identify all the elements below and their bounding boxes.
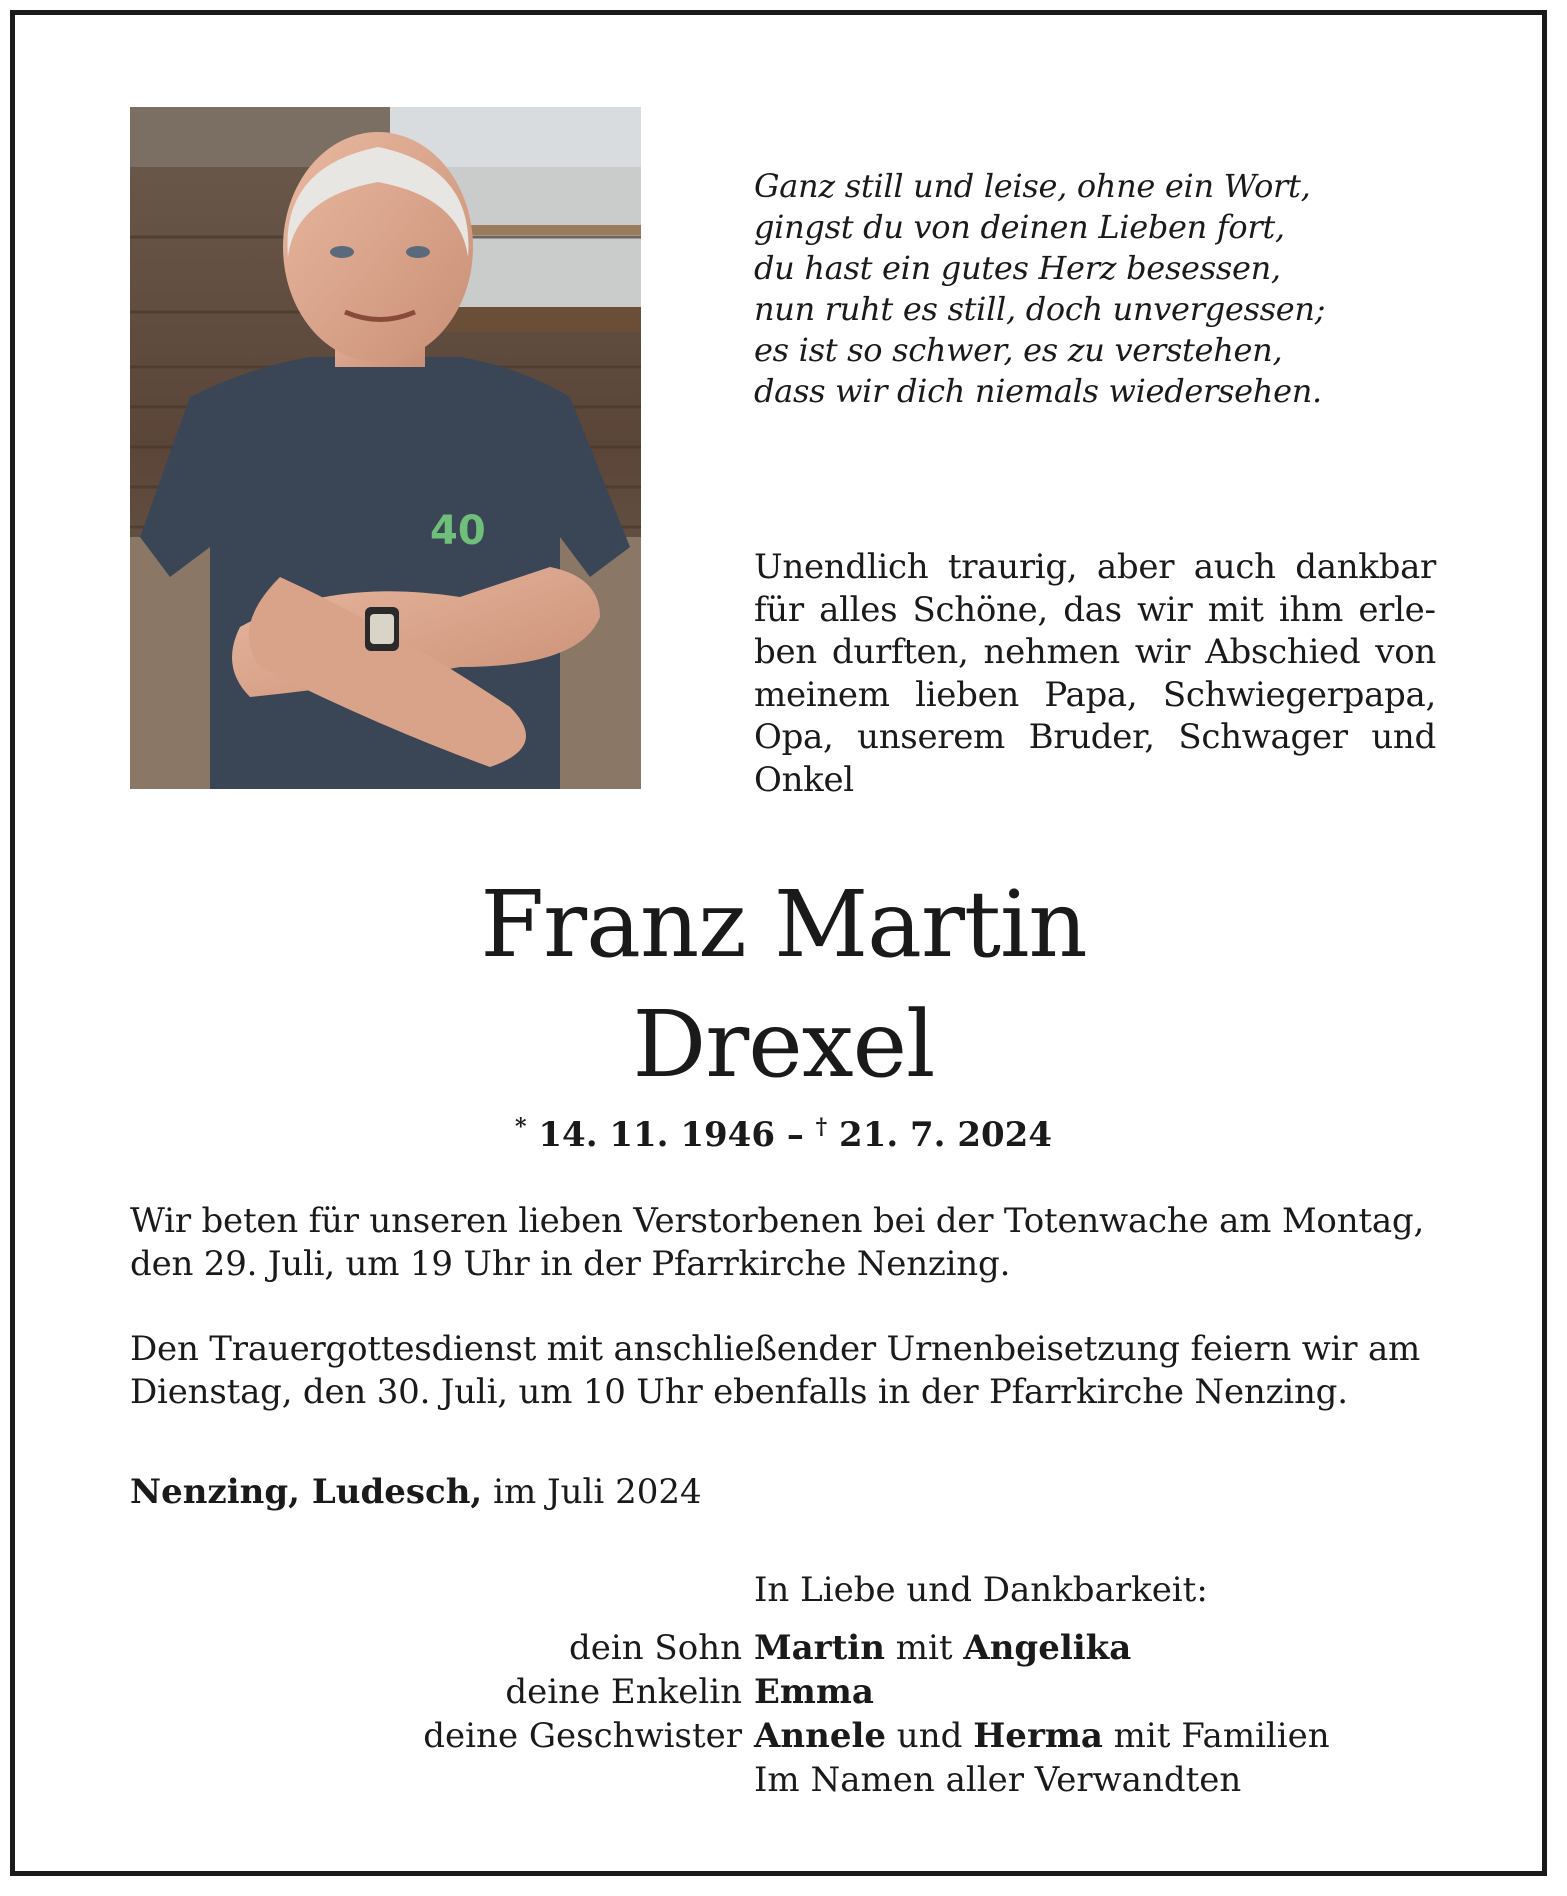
mourner-name: Herma — [973, 1716, 1103, 1756]
deceased-name-line1: Franz Martin — [480, 871, 1087, 978]
mourner-role: deine Geschwister — [423, 1716, 742, 1756]
poem-line: dass wir dich niemals wiedersehen. — [754, 372, 1322, 410]
birth-date: 14. 11. 1946 — [538, 1115, 775, 1155]
mourner-name: Martin — [754, 1628, 885, 1668]
place-and-date — [130, 1470, 702, 1514]
deceased-name-line2: Drexel — [632, 991, 935, 1098]
closing-line: In Liebe und Dankbarkeit: — [754, 1570, 1208, 1610]
death-symbol: † — [815, 1114, 828, 1140]
wake-announcement: Wir beten für unseren lieben Verstorbenen bei der Totenwache am Montag, den 29. Juli, um 19 Uhr in der Pfarrkirche Nenzing. — [130, 1201, 1425, 1284]
mourner-row-son — [0, 1626, 1567, 1670]
funeral-announcement: Den Trauergottesdienst mit anschließender Urnenbeisetzung feiern wir am Dienstag, den 30. Juli, um 10 Uhr ebenfalls in der Pfarrkirche Nenzing. — [130, 1329, 1421, 1412]
mourner-joiner: mit — [884, 1628, 964, 1668]
mourner-role: dein Sohn — [568, 1628, 742, 1668]
mourner-name: Angelika — [963, 1628, 1132, 1668]
relatives-line: Im Namen aller Verwandten — [754, 1760, 1242, 1800]
mourner-row-siblings — [0, 1714, 1567, 1758]
poem-line: du hast ein gutes Herz besessen, — [754, 249, 1281, 287]
poem-line: gingst du von deinen Lieben fort, — [754, 208, 1285, 246]
date-separator: – — [786, 1115, 804, 1155]
mourner-row-relatives — [0, 1758, 1567, 1802]
mourner-suffix: mit Familien — [1102, 1716, 1330, 1756]
month-year: im Juli 2024 — [482, 1472, 702, 1512]
intro-text: Unendlich traurig, aber auch dankbar für alles Schöne, das wir mit ihm erleben durften, nehmen wir Abschied von meinem lieben Papa, Schwiegerpapa, Opa, unserem Bruder, Schwager und Onkel — [754, 547, 1436, 800]
life-dates — [0, 1105, 1567, 1157]
mourner-name: Annele — [754, 1716, 886, 1756]
mourner-name: Emma — [754, 1672, 874, 1712]
poem — [754, 166, 1474, 412]
death-date: 21. 7. 2024 — [839, 1115, 1052, 1155]
poem-line: nun ruht es still, doch unvergessen; — [754, 290, 1326, 328]
portrait-photo — [130, 107, 641, 789]
poem-line: Ganz still und leise, ohne ein Wort, — [754, 167, 1311, 205]
mourner-joiner: und — [886, 1716, 974, 1756]
mourner-role: deine Enkelin — [505, 1672, 742, 1712]
shirt-print-text: 40 — [430, 508, 486, 554]
birth-symbol: * — [515, 1114, 527, 1140]
mourner-row-granddaughter — [0, 1670, 1567, 1714]
place-names: Nenzing, Ludesch, — [130, 1472, 483, 1512]
poem-line: es ist so schwer, es zu verstehen, — [754, 331, 1283, 369]
